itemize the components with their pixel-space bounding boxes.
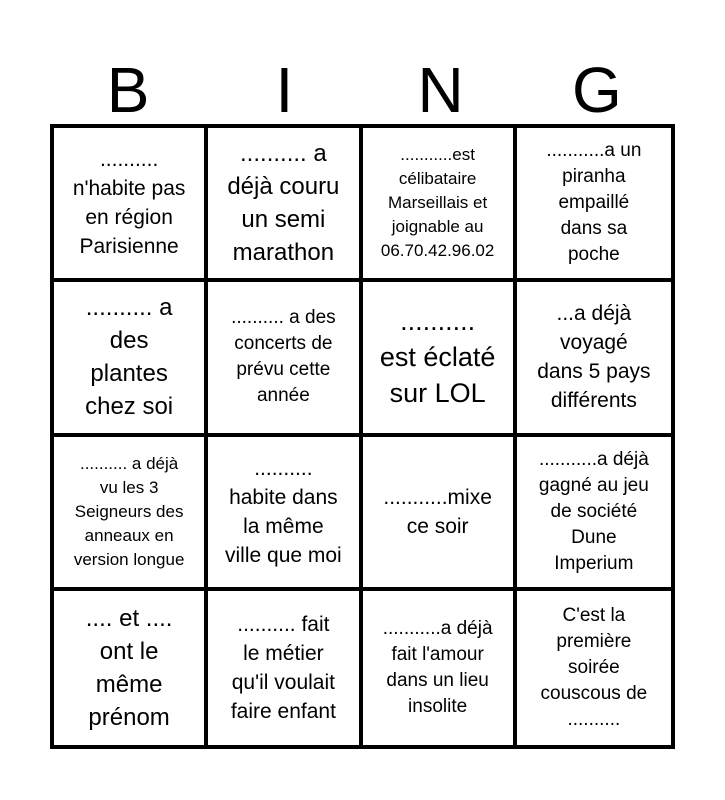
bingo-cell[interactable] <box>363 282 517 436</box>
bingo-cell[interactable] <box>517 282 671 436</box>
bingo-cell[interactable] <box>363 437 517 591</box>
bingo-cell[interactable] <box>517 437 671 591</box>
bingo-cell[interactable] <box>208 128 362 282</box>
bingo-cell[interactable] <box>208 282 362 436</box>
header-letter-n: N <box>417 54 464 126</box>
bingo-cell[interactable] <box>208 437 362 591</box>
cell-text: ...........a un piranha empaillé dans sa poche <box>546 140 642 266</box>
cell-text: ...........a déjà gagné au jeu de société Dune Imperium <box>538 448 649 574</box>
cell-text: .......... a des plantes chez soi <box>85 294 174 421</box>
bingo-cell[interactable] <box>54 591 208 745</box>
bingo-cell[interactable] <box>363 591 517 745</box>
bingo-cell[interactable] <box>54 437 208 591</box>
bingo-cell[interactable] <box>54 282 208 436</box>
bingo-cell[interactable] <box>517 591 671 745</box>
header-letter-g: G <box>571 54 622 126</box>
bingo-cell[interactable] <box>54 128 208 282</box>
cell-text: .......... a déjà couru un semi marathon <box>227 140 340 267</box>
cell-text: .......... a déjà vu les 3 Seigneurs des anneaux en version longue <box>73 453 185 569</box>
bingo-cell[interactable] <box>208 591 362 745</box>
bingo-cell[interactable] <box>517 128 671 282</box>
cell-text: .......... n'habite pas en région Parisienne <box>72 148 186 259</box>
cell-text: ...........a déjà fait l'amour dans un lieu insolite <box>382 617 493 717</box>
cell-text: .......... a des concerts de prévu cette année <box>231 307 336 407</box>
bingo-header <box>50 54 675 126</box>
cell-text: ...........mixe ce soir <box>383 485 492 538</box>
header-letter-b: B <box>106 54 150 126</box>
cell-text: ...........est célibataire Marseillais et joignable au 06.70.42.96.02 <box>380 145 495 261</box>
header-letter-i: I <box>275 54 294 126</box>
cell-text: .......... fait le métier qu'il voulait faire enfant <box>230 612 336 723</box>
cell-text: .......... habite dans la même ville que moi <box>225 456 342 567</box>
cell-text: .......... est éclaté sur LOL <box>379 306 496 409</box>
cell-text: C'est la première soirée couscous de .......... <box>540 604 648 730</box>
cell-text: ...a déjà voyagé dans 5 pays différents <box>537 302 651 413</box>
cell-text: .... et .... ont le même prénom <box>85 604 173 731</box>
bingo-grid <box>50 124 675 749</box>
bingo-cell[interactable] <box>363 128 517 282</box>
